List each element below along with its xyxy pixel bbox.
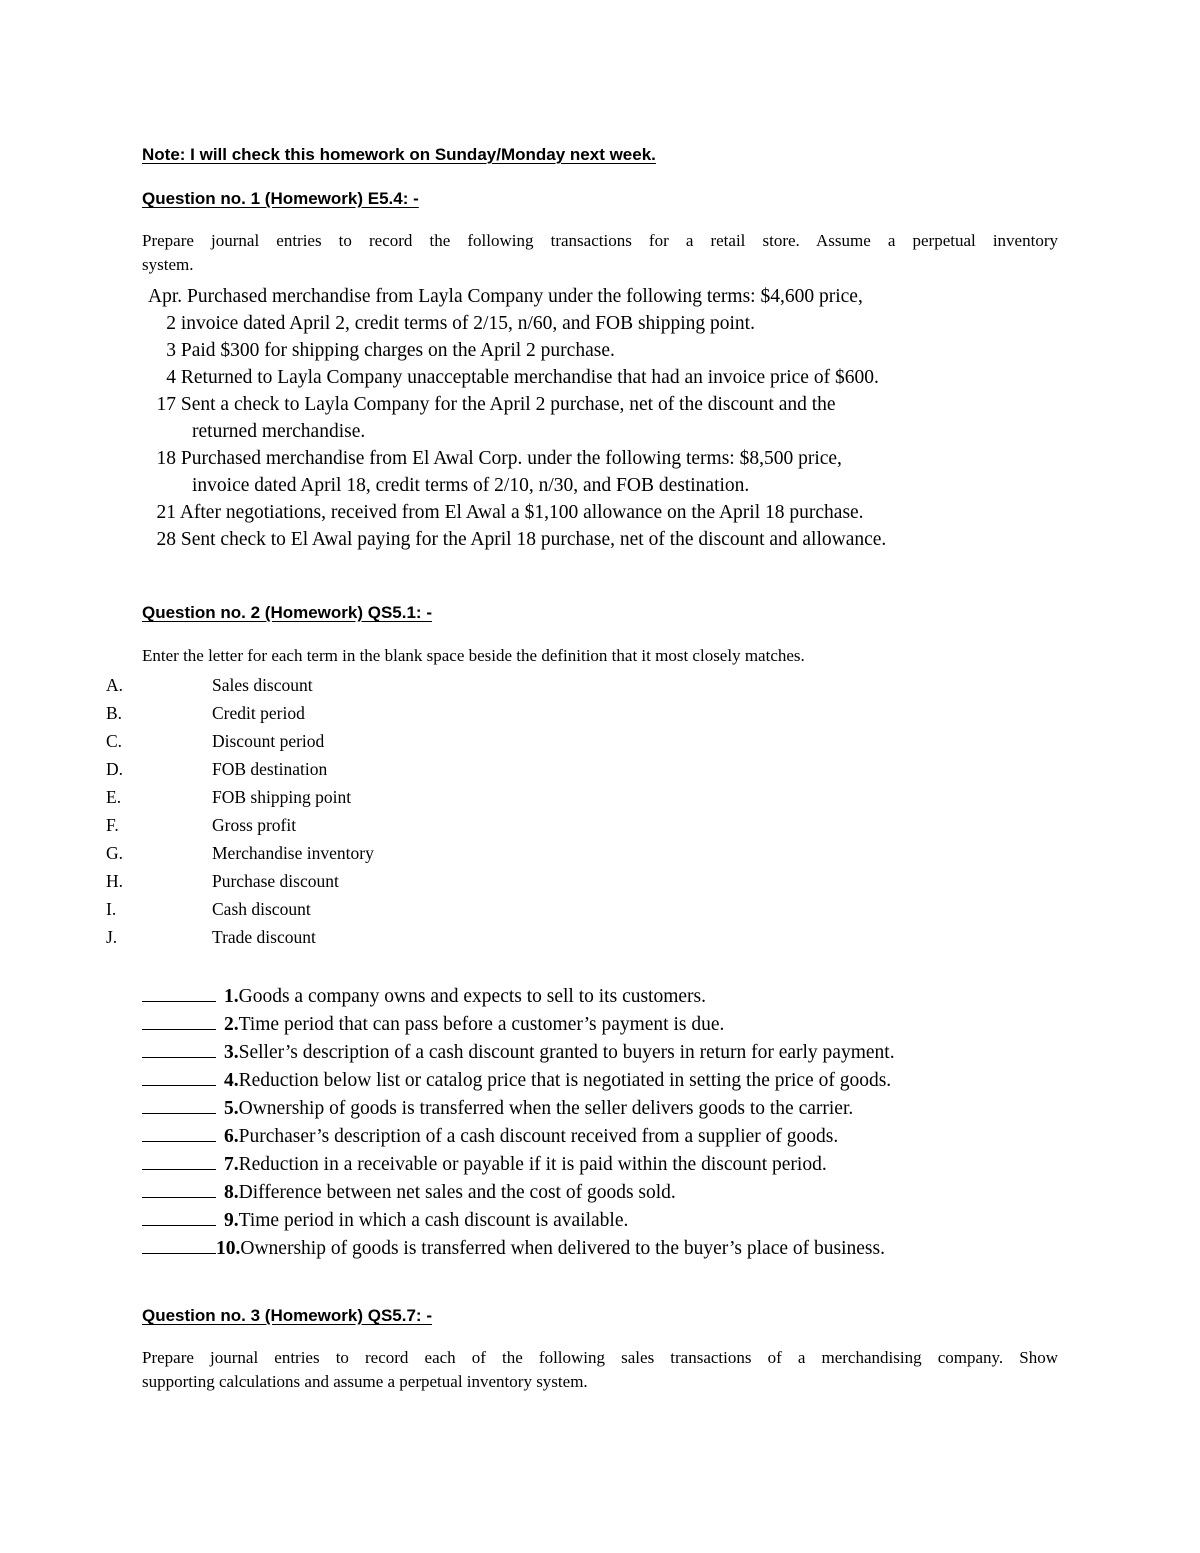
answer-blank[interactable] [142, 1149, 216, 1170]
definition-row [142, 1177, 676, 1204]
question-2-heading: Question no. 2 (Homework) QS5.1: - [142, 603, 432, 622]
definition-number: 4. [224, 1070, 239, 1091]
term-name: Cash discount [212, 899, 311, 919]
definition-row [142, 1233, 885, 1260]
transaction-text: Purchased merchandise from Layla Company under the following terms: $4,600 price, [187, 286, 863, 307]
term-name: Credit period [212, 703, 305, 723]
answer-blank[interactable] [142, 1233, 216, 1254]
transaction-day: 21 [156, 502, 176, 523]
definition-number: 8. [224, 1182, 239, 1203]
question-3-heading: Question no. 3 (Homework) QS5.7: - [142, 1306, 432, 1325]
definition-number: 5. [224, 1098, 239, 1119]
transaction-text: Sent a check to Layla Company for the April 2 purchase, net of the discount and the [180, 394, 836, 415]
transaction-item [148, 286, 863, 308]
question-3-intro-line-2: supporting calculations and assume a perpetual inventory system. [142, 1372, 588, 1391]
term-letter: E. [106, 787, 122, 807]
definition-number: 6. [224, 1126, 239, 1147]
transaction-continuation: returned merchandise. [192, 421, 366, 442]
answer-blank[interactable] [142, 1205, 216, 1226]
homework-note: Note: I will check this homework on Sunday/Monday next week. [142, 145, 656, 164]
definition-number: 2. [224, 1014, 239, 1035]
transaction-text: Purchased merchandise from El Awal Corp. under the following terms: $8,500 price, [180, 448, 842, 469]
transaction-month: Apr. [148, 286, 183, 307]
definition-row [142, 1065, 891, 1092]
transaction-text: invoice dated April 2, credit terms of 2/15, n/60, and FOB shipping point. [180, 313, 755, 334]
term-name: FOB shipping point [212, 787, 352, 807]
transaction-day: 17 [156, 394, 176, 415]
term-name: FOB destination [212, 759, 328, 779]
answer-blank[interactable] [142, 981, 216, 1002]
definition-number: 10. [216, 1238, 241, 1259]
definition-number: 1. [224, 986, 239, 1007]
definition-text: Ownership of goods is transferred when the seller delivers goods to the carrier. [238, 1098, 854, 1119]
term-name: Sales discount [212, 675, 313, 695]
answer-blank[interactable] [142, 1065, 216, 1086]
transaction-day: 4 [166, 367, 176, 388]
answer-blank[interactable] [142, 1121, 216, 1142]
term-letter: H. [106, 871, 124, 891]
transaction-text: Paid $300 for shipping charges on the April 2 purchase. [180, 340, 615, 361]
question-1-intro-line-2: system. [142, 255, 194, 274]
question-1-intro-line-1: Prepare journal entries to record the following transactions for a retail store. Assume a perpetual inventory [142, 231, 1058, 250]
term-letter: G. [106, 843, 124, 863]
question-2-intro: Enter the letter for each term in the blank space beside the definition that it most closely matches. [142, 646, 805, 665]
definition-text: Difference between net sales and the cost of goods sold. [238, 1182, 676, 1203]
term-name: Purchase discount [212, 871, 339, 891]
definition-number: 3. [224, 1042, 239, 1063]
definition-text: Purchaser’s description of a cash discount received from a supplier of goods. [238, 1126, 839, 1147]
definition-number: 7. [224, 1154, 239, 1175]
transaction-item [138, 529, 886, 551]
definition-text: Time period that can pass before a customer’s payment is due. [238, 1014, 725, 1035]
definition-text: Seller’s description of a cash discount granted to buyers in return for early payment. [238, 1042, 895, 1063]
transaction-item [138, 502, 864, 524]
definition-row [142, 981, 706, 1008]
definition-text: Ownership of goods is transferred when delivered to the buyer’s place of business. [240, 1238, 885, 1259]
term-letter: J. [106, 927, 118, 947]
definition-text: Goods a company owns and expects to sell to its customers. [238, 986, 707, 1007]
transaction-text: Returned to Layla Company unacceptable merchandise that had an invoice price of $600. [180, 367, 879, 388]
transaction-day: 18 [156, 448, 176, 469]
definition-number: 9. [224, 1210, 239, 1231]
definition-text: Reduction below list or catalog price that is negotiated in setting the price of goods. [238, 1070, 892, 1091]
term-letter: A. [106, 675, 124, 695]
term-letter: C. [106, 731, 123, 751]
answer-blank[interactable] [142, 1093, 216, 1114]
term-name: Discount period [212, 731, 325, 751]
definition-row [142, 1037, 895, 1064]
transaction-item [138, 313, 755, 335]
term-letter: I. [106, 899, 117, 919]
term-name: Trade discount [212, 927, 316, 947]
transaction-continuation: invoice dated April 18, credit terms of 2/10, n/30, and FOB destination. [192, 475, 750, 496]
transaction-text: After negotiations, received from El Awal a $1,100 allowance on the April 18 purchase. [179, 502, 864, 523]
term-name: Gross profit [212, 815, 297, 835]
terms-list [0, 675, 1200, 965]
transaction-item [138, 394, 836, 416]
definition-row [142, 1093, 853, 1120]
transaction-item [138, 448, 842, 470]
term-letter: D. [106, 759, 124, 779]
transaction-day: 3 [166, 340, 176, 361]
definition-row [142, 1121, 838, 1148]
term-name: Merchandise inventory [212, 843, 374, 863]
transaction-item [138, 340, 615, 362]
answer-blank[interactable] [142, 1177, 216, 1198]
answer-blank[interactable] [142, 1037, 216, 1058]
transaction-item [138, 367, 879, 389]
transaction-day: 28 [156, 529, 176, 550]
question-3-intro-line-1: Prepare journal entries to record each of the following sales transactions of a merchandising company. Show [142, 1348, 1058, 1367]
question-1-heading: Question no. 1 (Homework) E5.4: - [142, 189, 419, 208]
answer-blank[interactable] [142, 1009, 216, 1030]
term-letter: F. [106, 815, 119, 835]
definition-row [142, 1009, 724, 1036]
definition-text: Reduction in a receivable or payable if it is paid within the discount period. [238, 1154, 827, 1175]
definition-row [142, 1205, 628, 1232]
definition-text: Time period in which a cash discount is available. [238, 1210, 629, 1231]
definition-row [142, 1149, 827, 1176]
transaction-day: 2 [166, 313, 176, 334]
transaction-text: Sent check to El Awal paying for the April 18 purchase, net of the discount and allowance. [180, 529, 887, 550]
term-letter: B. [106, 703, 123, 723]
